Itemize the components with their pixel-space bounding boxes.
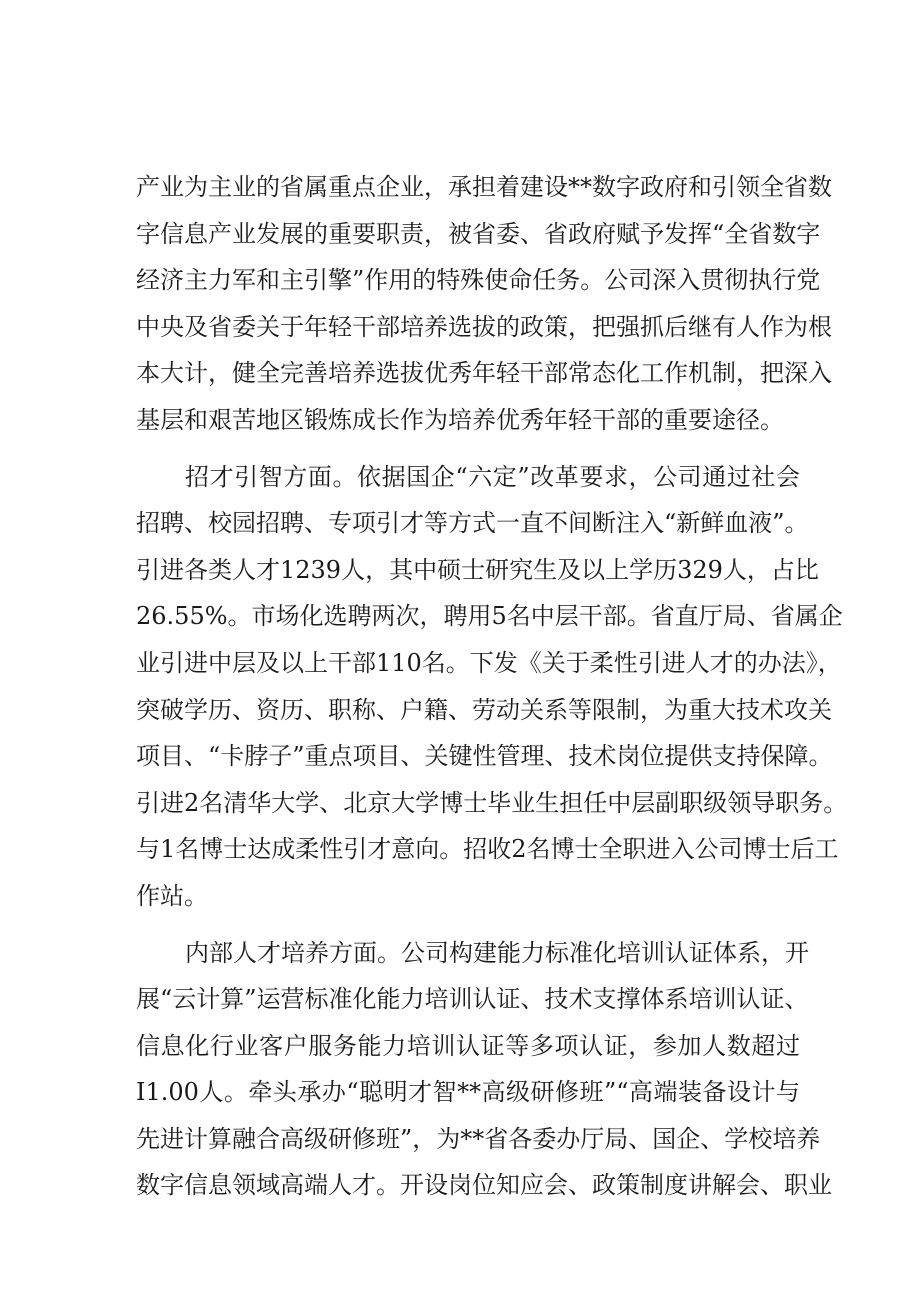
text-line: 引进各类人才1239人，其中硕士研究生及以上学历329人，占比 [136, 555, 819, 584]
text-line: 中央及省委关于年轻干部培养选拔的政策，把强抓后继有人作为根 [136, 312, 832, 341]
text-line: 作站。 [136, 881, 208, 910]
paragraph-intro [136, 164, 832, 444]
text-line: 先进计算融合高级研修班”，为**省各委办厅局、国企、学校培养 [136, 1124, 821, 1153]
text-line: 内部人才培养方面。公司构建能力标准化培训认证体系，开 [185, 938, 809, 967]
text-line: 展“云计算”运营标准化能力培训认证、技术支撑体系培训认证、 [136, 985, 809, 1014]
text-line: 引进2名清华大学、北京大学博士毕业生担任中层副职级领导职务。 [136, 788, 848, 817]
text-line: 本大计，健全完善培养选拔优秀年轻干部常态化工作机制，把深入 [136, 359, 832, 388]
text-line: 数字信息领域高端人才。开设岗位知应会、政策制度讲解会、职业 [136, 1171, 832, 1200]
paragraph-internal-training [136, 930, 832, 1210]
text-line: 项目、“卡脖子”重点项目、关键性管理、技术岗位提供支持保障。 [136, 742, 833, 771]
text-line: 突破学历、资历、职称、户籍、劳动关系等限制，为重大技术攻关 [136, 695, 832, 724]
text-line: 产业为主业的省属重点企业，承担着建设**数字政府和引领全省数 [136, 173, 832, 201]
text-line: 与1名博士达成柔性引才意向。招收2名博士全职进入公司博士后工 [136, 835, 839, 864]
text-line: 字信息产业发展的重要职责，被省委、省政府赋予发挥“全省数字 [136, 219, 821, 248]
text-line: 基层和艰苦地区锻炼成长作为培养优秀年轻干部的重要途径。 [136, 405, 784, 434]
paragraph-talent-recruitment [136, 454, 848, 920]
text-line: 经济主力军和主引擎”作用的特殊使命任务。公司深入贯彻执行党 [136, 266, 821, 295]
text-line: 26.55%。市场化选聘两次，聘用5名中层干部。省直厅局、省属企 [136, 602, 843, 631]
text-line: 招聘、校园招聘、专项引才等方式一直不间断注入“新鲜血液”。 [136, 509, 809, 538]
text-line: 业引进中层及以上干部110名。下发《关于柔性引进人才的办法》， [136, 648, 842, 677]
body-text [136, 164, 848, 1209]
text-line: I1.00人。牵头承办“聪明才智**高级研修班”“高端装备设计与 [136, 1078, 800, 1107]
text-line: 招才引智方面。依据国企“六定”改革要求，公司通过社会 [185, 462, 800, 491]
text-line: 信息化行业客户服务能力培训认证等多项认证，参加人数超过 [136, 1031, 800, 1060]
